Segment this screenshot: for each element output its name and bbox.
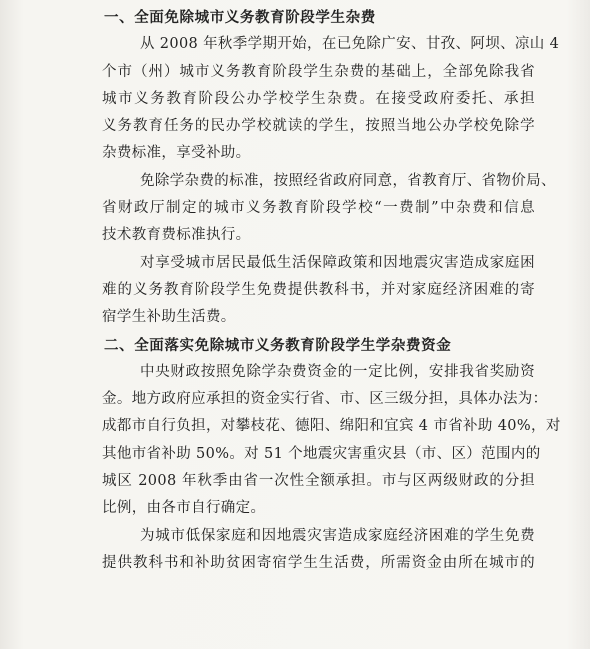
- paragraph-line: 义务教育任务的民办学校就读的学生，按照当地公办学校免除学: [102, 118, 535, 135]
- paragraph-line: 为城市低保家庭和因地震灾害造成家庭经济困难的学生免费: [140, 527, 535, 544]
- paragraph-line: 比例，由各市自行确定。: [102, 500, 266, 517]
- paragraph-line: 免除学杂费的标准，按照经省政府同意，省教育厅、省物价局、: [140, 172, 556, 189]
- paragraph-line: 从 2008 年秋季学期开始，在已免除广安、甘孜、阿坝、凉山 4: [140, 36, 560, 53]
- paragraph-line: 城市义务教育阶段公办学校学生杂费。在接受政府委托、承担: [102, 90, 535, 107]
- paragraph-line: 其他市省补助 50%。对 51 个地震灾害重灾县（市、区）范围内的: [102, 445, 541, 462]
- paragraph-line: 个市（州）城市义务教育阶段学生杂费的基础上，全部免除我省: [102, 63, 535, 80]
- paragraph-line: 成都市自行负担，对攀枝花、德阳、绵阳和宜宾 4 市省补助 40%，对: [102, 418, 561, 435]
- paragraph-line: 技术教育费标准执行。: [102, 227, 251, 244]
- paragraph-line: 城区 2008 年秋季由省一次性全额承担。市与区两级财政的分担: [102, 473, 535, 490]
- paragraph-line: 省财政厅制定的城市义务教育阶段学校“一费制”中杂费和信息: [102, 200, 535, 217]
- section-heading-2: 二、全面落实免除城市义务教育阶段学生学杂费资金: [104, 336, 452, 354]
- paragraph-line: 中央财政按照免除学杂费资金的一定比例，安排我省奖励资: [140, 363, 535, 380]
- paragraph-line: 难的义务教育阶段学生免费提供教科书，并对家庭经济困难的寄: [102, 281, 535, 298]
- paragraph-1-2: [64, 168, 556, 250]
- paragraph-2-1: [64, 359, 561, 523]
- document-body: [64, 4, 561, 577]
- paragraph-1-1: [64, 31, 560, 167]
- paragraph-line: 杂费标准，享受补助。: [102, 145, 251, 162]
- paragraph-line: 宿学生补助生活费。: [102, 309, 236, 326]
- paragraph-line: 对享受城市居民最低生活保障政策和因地震灾害造成家庭困: [140, 254, 535, 271]
- paragraph-1-3: [64, 250, 535, 332]
- paragraph-line: 提供教科书和补助贫困寄宿学生生活费，所需资金由所在城市的: [102, 554, 535, 571]
- section-heading-1: 一、全面免除城市义务教育阶段学生杂费: [104, 9, 376, 26]
- paragraph-2-2: [64, 523, 535, 578]
- paragraph-line: 金。地方政府应承担的资金实行省、市、区三级分担，具体办法为：: [102, 391, 548, 408]
